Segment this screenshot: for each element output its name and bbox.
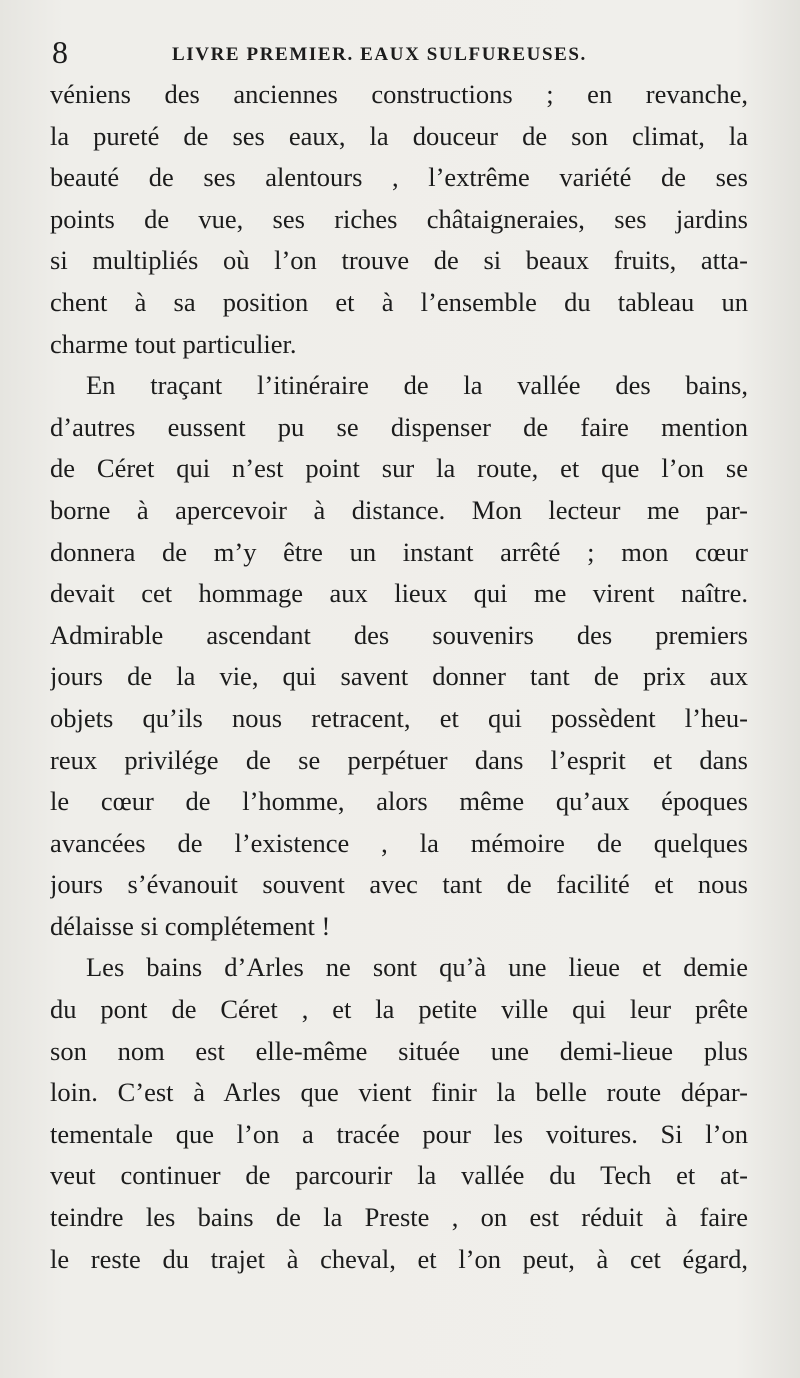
text-line: charme tout particulier. <box>50 328 297 359</box>
page-header <box>52 30 752 74</box>
text-line: délaisse si complétement ! <box>50 910 331 941</box>
text-line: borne à apercevoir à distance. Mon lecteur me par- <box>50 494 748 525</box>
page-number: 8 <box>52 34 68 70</box>
text-line: jours de la vie, qui savent donner tant de prix aux <box>50 661 748 692</box>
text-line: beauté de ses alentours , l’extrême variété de ses <box>50 162 748 193</box>
text-line: la pureté de ses eaux, la douceur de son climat, la <box>50 120 748 151</box>
text-line: d’autres eussent pu se dispenser de faire mention <box>50 411 748 442</box>
text-line: Admirable ascendant des souvenirs des premiers <box>50 619 748 650</box>
text-line: teindre les bains de la Preste , on est réduit à faire <box>50 1202 748 1233</box>
text-line: loin. C’est à Arles que vient finir la belle route dépar- <box>50 1077 748 1108</box>
text-line: le cœur de l’homme, alors même qu’aux époques <box>50 786 748 817</box>
text-line: jours s’évanouit souvent avec tant de facilité et nous <box>50 869 748 900</box>
text-line: chent à sa position et à l’ensemble du tableau un <box>50 286 748 317</box>
text-line: si multipliés où l’on trouve de si beaux fruits, atta- <box>50 245 748 276</box>
text-line: véniens des anciennes constructions ; en revanche, <box>50 79 748 109</box>
body-text <box>50 74 748 1280</box>
running-head: LIVRE PREMIER. EAUX SULFUREUSES. <box>172 44 587 65</box>
text-line: de Céret qui n’est point sur la route, et que l’on se <box>50 453 748 484</box>
text-line: avancées de l’existence , la mémoire de quelques <box>50 827 748 858</box>
text-line: du pont de Céret , et la petite ville qui leur prête <box>50 994 748 1025</box>
text-line: le reste du trajet à cheval, et l’on peut, à cet égard, <box>50 1243 748 1274</box>
text-line: points de vue, ses riches châtaigneraies, ses jardins <box>50 203 748 234</box>
paragraph-start-line: Les bains d’Arles ne sont qu’à une lieue et demie <box>86 952 748 983</box>
text-line: reux privilége de se perpétuer dans l’esprit et dans <box>50 744 748 775</box>
text-line: veut continuer de parcourir la vallée du Tech et at- <box>50 1160 748 1191</box>
text-line: donnera de m’y être un instant arrêté ; mon cœur <box>50 536 748 567</box>
text-line: son nom est elle-même située une demi-lieue plus <box>50 1035 748 1066</box>
text-line: objets qu’ils nous retracent, et qui possèdent l’heu- <box>50 702 748 733</box>
text-line: devait cet hommage aux lieux qui me virent naître. <box>50 578 748 609</box>
paragraph-start-line: En traçant l’itinéraire de la vallée des bains, <box>86 370 748 401</box>
text-line: tementale que l’on a tracée pour les voitures. Si l’on <box>50 1118 748 1149</box>
